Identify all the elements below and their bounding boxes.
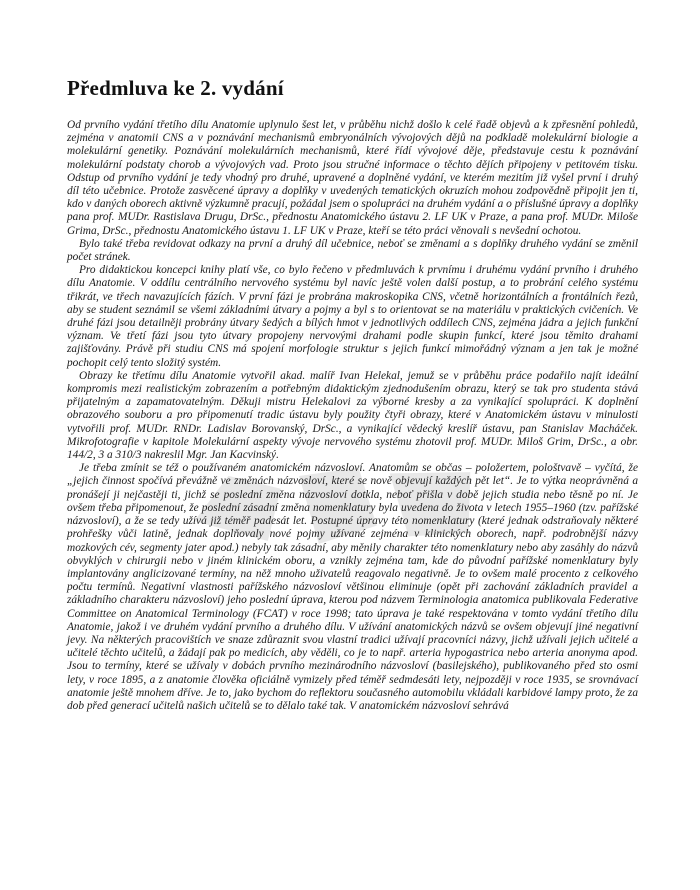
body-text [67, 119, 638, 713]
paragraph-5: Je třeba zmínit se též o používaném anatomickém názvosloví. Anatomům se občas – položertem, pološtvavě – vyčítá, že „jejich činnost spočívá převážně ve změnách názvosloví, které se nově objevují každých pět let“. Je to výtka neoprávněná a pronášejí ji nejčastěji ti, jichž se poslední změna názvosloví dotkla, neboť přišla v době jejich studia nebo těsně po ní. Je ovšem třeba připomenout, že poslední zásadní změna nomenklatury byla uvedena do života v letech 1955–1960 (tzv. pařížské názvosloví), a že se tedy užívá již téměř padesát let. Postupné úpravy této nomenklatury (které jednak odstraňovaly některé prohřešky vůči latině, jednak doplňovaly nové pojmy užívané zejména v klinických oborech, např. podrobnější názvy mozkových cév, segmenty jater apod.) nebyly tak zásadní, aby měnily charakter této nomenklatury nebo aby zasáhly do názvů obvyklých v chirurgii nebo v jiném klinickém oboru, a vznikly zejména tam, kde do původní pařížské nomenklatury byly implantovány anglicizované termíny, na něž mnoho uživatelů reagovalo negativně. Je to ovšem malé procento z celkového počtu termínů. Negativní vlastnosti pařížského názvosloví většinou eliminuje (opět při zachování základních pravidel a základního charakteru názvosloví) jeho poslední úprava, kterou pod názvem Terminologia anatomica publikovala Federative Committee on Anatomical Terminology (FCAT) v roce 1998; tato úprava je také respektována v tomto vydání třetího dílu Anatomie, jakož i ve druhém vydání prvního a druhého dílu. V užívání anatomických názvů se ovšem objevují jiné negativní jevy. Na některých pracovištích ve snaze zdůraznit svou vlastní tradici užívají pracovníci názvy, jichž užívali jejich učitelé a učitelé těchto učitelů, a žádají pak po medicích, aby věděli, co je to např. arteria hypogastrica nebo arteria anonyma apod. Jsou to termíny, které se užívaly v dobách prvního mezinárodního názvosloví (basilejského), publikovaného před sto osmi lety, v roce 1895, a z anatomie člověka oficiálně vymizely před téměř sedmdesáti lety, nejpozději v roce 1935, se srovnávací anatomie ještě mnohem dříve. Je to, jako bychom do reflektoru současného automobilu vkládali karbidové lampy proto, že za dob před generací učitelů našich učitelů se to dělalo také tak. V anatomickém názvosloví sehrává [67, 462, 638, 712]
paragraph-4: Obrazy ke třetímu dílu Anatomie vytvořil akad. malíř Ivan Helekal, jemuž se v průběhu práce podařilo najít ideální kompromis mezi realistickým zobrazením a potřebným didaktickým zjednodušením obrazu, který se tak pro studenta stává přijatelným a zapamatovatelným. Děkuji mistru Helekalovi za výborné kresby a za vynikající spolupráci. K doplnění obrazového souboru a pro připomenutí tradic ústavu byly použity čtyři obrazy, které v Anatomickém ústavu v minulosti vytvořili prof. MUDr. RNDr. Ladislav Borovanský, DrSc., a vynikající vědecký kreslíř ústavu, pan Stanislav Macháček. Mikrofotografie v kapitole Molekulární aspekty vývoje nervového systému zhotovil prof. MUDr. Miloš Grim, DrSc., a obr. 144/2, 3 a 310/3 nakreslil Mgr. Jan Kacvinský. [67, 369, 638, 462]
paragraph-1: Od prvního vydání třetího dílu Anatomie uplynulo šest let, v průběhu nichž došlo k celé řadě objevů a k zpřesnění pohledů, zejména v anatomii CNS a v poznávání mechanismů embryonálních vývojových dějů na podkladě molekulární biologie a molekulární genetiky. Poznávání molekulárních mechanismů, které řídí vývojové děje, představuje cestu k poznávání molekulární podstaty chorob a vývojových vad. Proto jsou stručné informace o těchto dějích připojeny v petitovém tisku. Odstup od prvního vydání je tedy vhodný pro druhé, upravené a doplněné vydání, ve kterém mezitím již vyšel první i druhý díl této učebnice. Protože zasvěcené úpravy a doplňky v uvedených tematických okruzích mohou zodpovědně připojit jen ti, kdo v daných oborech aktivně výzkumně pracují, požádal jsem o spolupráci na druhém vydání a o příslušné úpravy a doplňky pana prof. MUDr. Rastislava Drugu, DrSc., přednostu Anatomického ústavu 2. LF UK v Praze, a pana prof. MUDr. Miloše Grima, DrSc., přednostu Anatomického ústavu 1. LF UK v Praze, kteří se této práci věnovali s nevšední ochotou. [67, 119, 638, 237]
paragraph-3: Pro didaktickou koncepci knihy platí vše, co bylo řečeno v předmluvách k prvnímu i druhému vydání prvního i druhého dílu Anatomie. V oddílu centrálního nervového systému byl navíc ještě volen další postup, a to probrání celého systému třikrát, ve třech navazujících fázích. V první fázi je probrána makroskopika CNS, včetně horizontálních a frontálních řezů, aby se student seznámil se všemi základními útvary a pojmy a byl s to orientovat se na materiálu v praktických cvičeních. Ve druhé fázi jsou detailněji probrány útvary šedých a bílých hmot v jednotlivých oddílech CNS, zejména jádra a jejich funkční význam. Ve třetí fázi jsou tyto útvary propojeny nervovými drahami podle skupin funkcí, které jsou těmito drahami zajišťovány. Právě při studiu CNS má spojení morfologie struktur s jejich funkcí mimořádný význam a jen tak je možné pochopit celý tento složitý systém. [67, 264, 638, 369]
paragraph-2: Bylo také třeba revidovat odkazy na první a druhý díl učebnice, neboť se změnami a s doplňky druhého vydání se změnil počet stránek. [67, 237, 638, 264]
page-title: Předmluva ke 2. vydání [67, 76, 284, 100]
document-page [67, 76, 638, 713]
